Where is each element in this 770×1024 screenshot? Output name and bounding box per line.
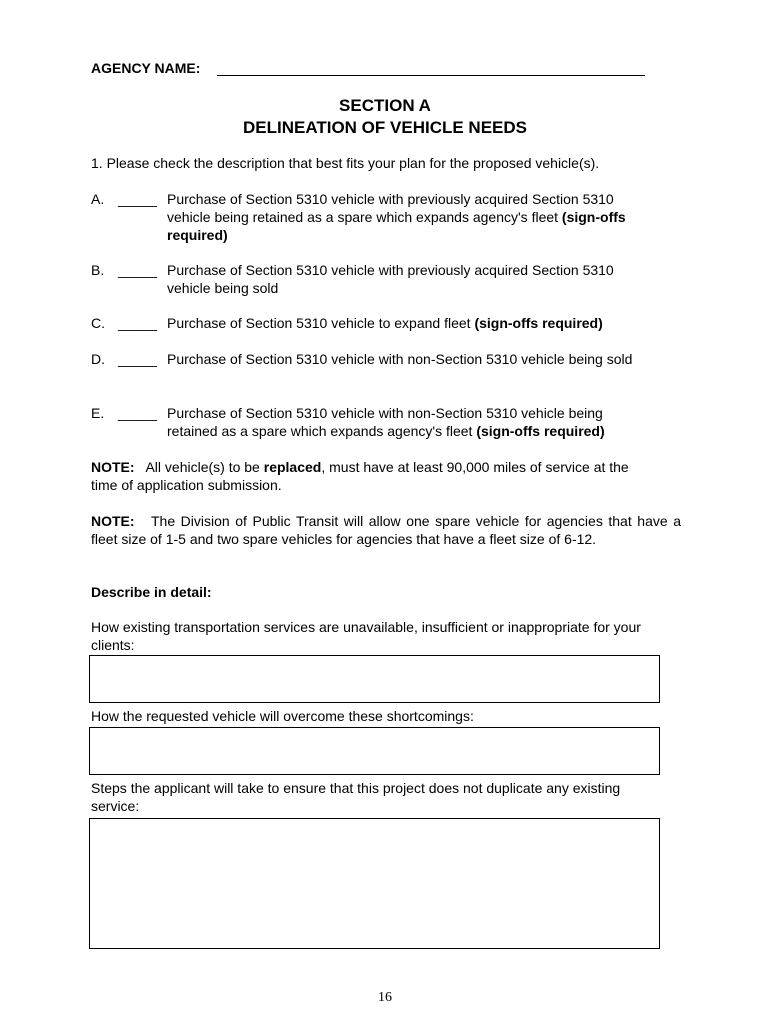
item-checkbox-blank[interactable]: _____ — [118, 351, 157, 367]
item-letter: A. — [91, 191, 105, 207]
note-label: NOTE: — [91, 513, 135, 529]
question-text: 1. Please check the description that best fits your plan for the proposed vehicle(s). — [91, 155, 600, 171]
existing-services-textbox[interactable] — [89, 655, 660, 703]
item-note: (sign-offs required) — [474, 315, 603, 331]
item-letter: D. — [91, 351, 105, 367]
item-checkbox-blank[interactable]: _____ — [118, 262, 157, 278]
note-replaced — [91, 458, 651, 494]
prompt-label: Steps the applicant will take to ensure that this project does not duplicate any existing service: — [91, 780, 621, 814]
item-b-text — [167, 261, 627, 297]
item-description: Purchase of Section 5310 vehicle with non-Section 5310 vehicle being sold — [167, 351, 633, 367]
agency-name-label: AGENCY NAME: — [91, 60, 201, 76]
item-letter: E. — [91, 405, 105, 421]
note-text: The Division of Public Transit will allow one spare vehicle for agencies that have a fleet size of 1-5 and two spare vehicles for agencies that have a fleet size of 6-12. — [91, 513, 681, 547]
section-subtitle: DELINEATION OF VEHICLE NEEDS — [243, 118, 527, 137]
item-e-text — [167, 404, 647, 440]
section-title: SECTION A — [339, 96, 431, 115]
item-letter: C. — [91, 315, 105, 331]
item-description: Purchase of Section 5310 vehicle with previously acquired Section 5310 vehicle being sold — [167, 262, 614, 296]
non-duplication-textbox[interactable] — [89, 818, 660, 949]
item-description: Purchase of Section 5310 vehicle with previously acquired Section 5310 vehicle being retained as a spare which expands agency's fleet — [167, 191, 614, 225]
prompt-label: How existing transportation services are unavailable, insufficient or inappropriate for your clients: — [91, 619, 641, 653]
item-description: Purchase of Section 5310 vehicle to expand fleet — [167, 315, 471, 331]
note-emphasis: replaced — [263, 459, 322, 475]
page-number: 16 — [378, 990, 392, 1005]
item-a-text — [167, 190, 627, 244]
note-spare-vehicles — [91, 512, 681, 548]
prompt-label: How the requested vehicle will overcome these shortcomings: — [91, 708, 474, 724]
item-note: (sign-offs required) — [167, 209, 626, 243]
agency-name-field[interactable] — [217, 75, 645, 76]
item-description: Purchase of Section 5310 vehicle with non-Section 5310 vehicle being retained as a spare which expands agency's fleet — [167, 405, 603, 439]
note-label: NOTE: — [91, 459, 135, 475]
item-note: (sign-offs required) — [476, 423, 605, 439]
item-letter: B. — [91, 262, 105, 278]
item-checkbox-blank[interactable]: _____ — [118, 191, 157, 207]
describe-heading: Describe in detail: — [91, 584, 212, 600]
item-d-text — [167, 350, 647, 368]
note-text: All vehicle(s) to be — [145, 459, 260, 475]
item-c-text — [167, 314, 657, 332]
note-text: , must have at least 90,000 miles of service at the time of application submission. — [91, 459, 629, 493]
item-checkbox-blank[interactable]: _____ — [118, 405, 157, 421]
overcome-shortcomings-textbox[interactable] — [89, 727, 660, 775]
item-checkbox-blank[interactable]: _____ — [118, 315, 157, 331]
